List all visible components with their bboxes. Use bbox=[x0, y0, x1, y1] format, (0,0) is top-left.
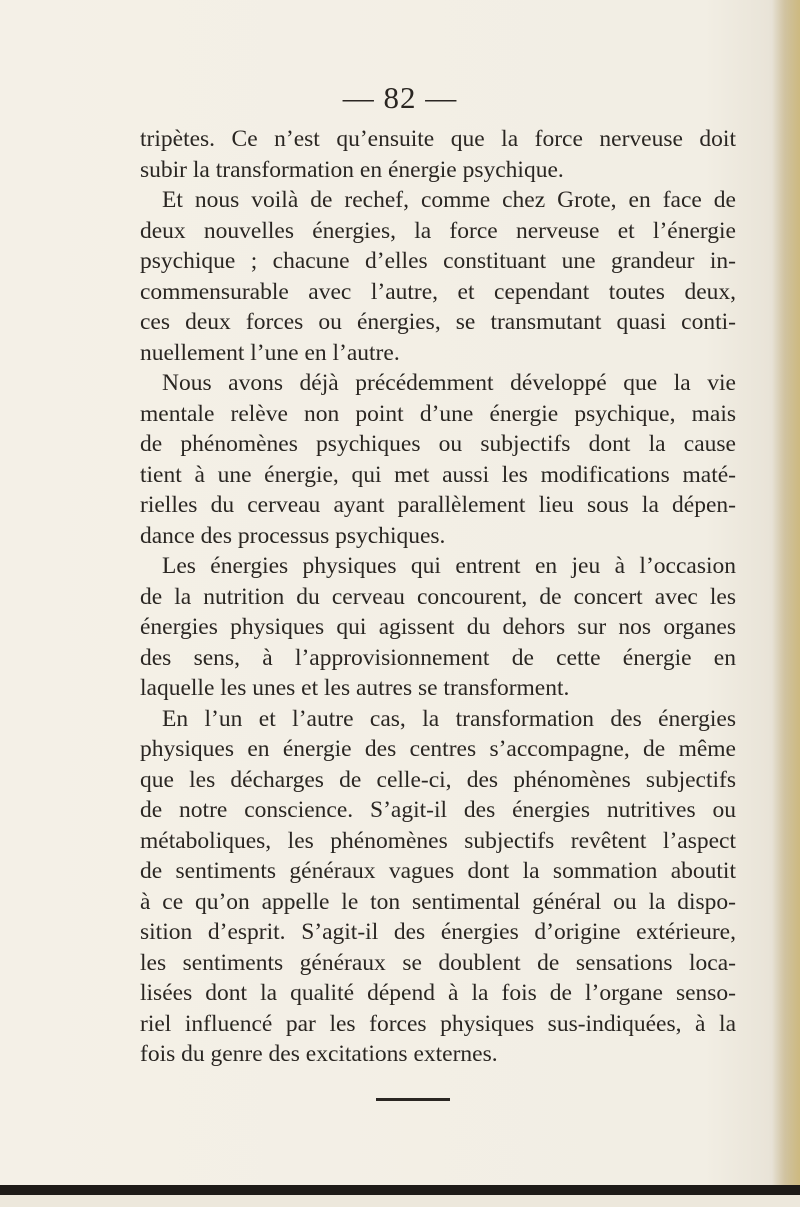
text-line: de phénomènes psychiques ou subjectifs dont la cause bbox=[140, 431, 736, 457]
body-text bbox=[140, 124, 736, 1070]
end-divider bbox=[376, 1098, 450, 1101]
text-line: dance des processus psychiques. bbox=[140, 522, 446, 549]
text-line: rielles du cerveau ayant parallèlement lieu sous la dépen- bbox=[140, 492, 736, 518]
text-line: des sens, à l’approvisionnement de cette énergie en bbox=[140, 644, 736, 671]
text-line: laquelle les unes et les autres se transforment. bbox=[140, 675, 570, 701]
text-line: les sentiments généraux se doublent de sensations loca- bbox=[140, 949, 736, 976]
text-line: riel influencé par les forces physiques sus-indiquées, à la bbox=[140, 1010, 736, 1037]
text-line: psychique ; chacune d’elles constituant une grandeur in- bbox=[140, 248, 736, 274]
text-line: tient à une énergie, qui met aussi les modifications maté- bbox=[140, 461, 736, 488]
text-line: nuellement l’une en l’autre. bbox=[140, 339, 400, 366]
text-line: subir la transformation en énergie psychique. bbox=[140, 156, 564, 183]
text-line: En l’un et l’autre cas, la transformation des énergies bbox=[162, 705, 736, 732]
text-line: que les décharges de celle-ci, des phénomènes subjectifs bbox=[140, 766, 736, 793]
text-line: de la nutrition du cerveau concourent, de concert avec les bbox=[140, 583, 736, 610]
text-line: fois du genre des excitations externes. bbox=[140, 1041, 498, 1067]
text-line: physiques en énergie des centres s’accompagne, de même bbox=[140, 736, 736, 762]
text-line: métaboliques, les phénomènes subjectifs revêtent l’aspect bbox=[140, 827, 736, 854]
text-line: deux nouvelles énergies, la force nerveuse et l’énergie bbox=[140, 217, 736, 244]
text-line: sition d’esprit. S’agit-il des énergies d’origine extérieure, bbox=[140, 919, 736, 945]
text-line: Les énergies physiques qui entrent en jeu à l’occasion bbox=[162, 553, 736, 579]
text-line: Nous avons déjà précédemment développé que la vie bbox=[162, 370, 736, 396]
bottom-border bbox=[0, 1185, 800, 1195]
text-line: commensurable avec l’autre, et cependant toutes deux, bbox=[140, 278, 736, 305]
text-line: à ce qu’on appelle le ton sentimental général ou la dispo- bbox=[140, 888, 736, 915]
text-line: lisées dont la qualité dépend à la fois de l’organe senso- bbox=[140, 980, 736, 1006]
text-line: ces deux forces ou énergies, se transmutant quasi conti- bbox=[140, 309, 736, 335]
text-line: tripètes. Ce n’est qu’ensuite que la force nerveuse doit bbox=[140, 126, 736, 152]
page-number: — 82 — bbox=[342, 80, 458, 115]
text-line: de sentiments généraux vagues dont la sommation aboutit bbox=[140, 858, 736, 884]
text-line: Et nous voilà de rechef, comme chez Grote, en face de bbox=[162, 187, 736, 213]
text-line: de notre conscience. S’agit-il des énergies nutritives ou bbox=[140, 797, 736, 823]
page-edge-shadow bbox=[772, 0, 800, 1207]
bottom-margin bbox=[0, 1195, 800, 1207]
text-line: mentale relève non point d’une énergie psychique, mais bbox=[140, 400, 736, 427]
text-line: énergies physiques qui agissent du dehors sur nos organes bbox=[140, 614, 736, 640]
